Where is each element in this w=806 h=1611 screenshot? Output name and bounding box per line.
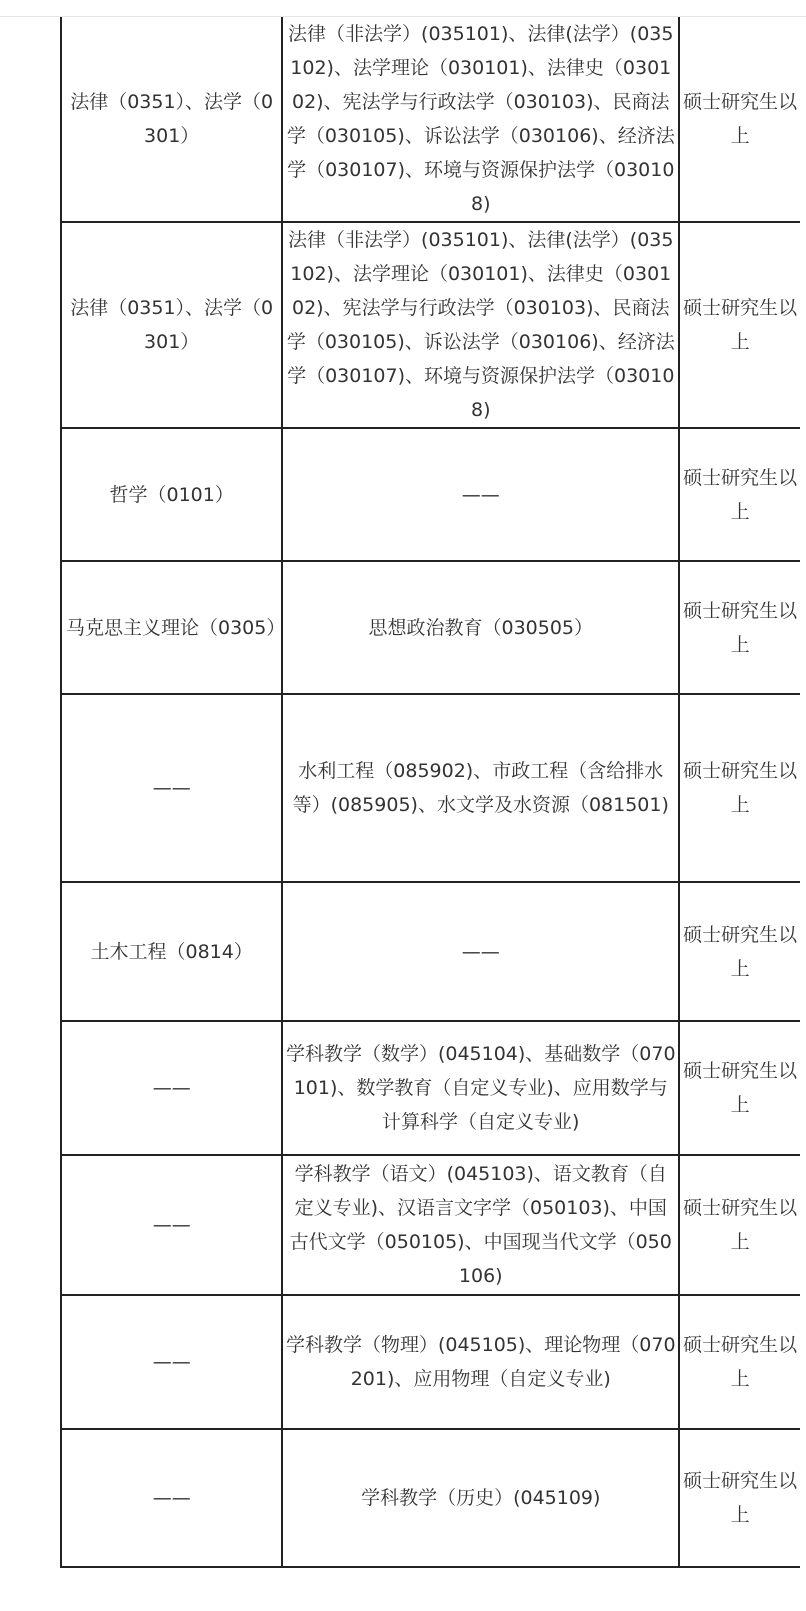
sub-major-cell: 学科教学（数学）(045104)、基础数学（070101)、数学教育（自定义专业)、应用数学与计算科学（自定义专业) — [282, 1021, 679, 1155]
education-cell: 硕士研究生以上 — [679, 428, 800, 561]
sub-major-cell: 法律（非法学）(035101)、法律(法学）(035102)、法学理论（030101)、法律史（030102)、宪法学与行政法学（030103)、民商法学（030105)、诉讼法学（030106)、经济法学（030107)、环境与资源保护法学（030108) — [282, 17, 679, 222]
major-cell: 法律（0351）、法学（0301） — [61, 17, 282, 222]
major-cell: 哲学（0101） — [61, 428, 282, 561]
table-row — [61, 1021, 800, 1155]
education-cell: 硕士研究生以上 — [679, 882, 800, 1021]
sub-major-cell: 思想政治教育（030505） — [282, 561, 679, 694]
major-cell: 马克思主义理论（0305） — [61, 561, 282, 694]
major-cell: —— — [61, 1021, 282, 1155]
major-requirements-table — [60, 17, 800, 1568]
table-row — [61, 222, 800, 428]
table-row — [61, 1295, 800, 1429]
major-cell: 土木工程（0814） — [61, 882, 282, 1021]
table-row — [61, 561, 800, 694]
education-cell: 硕士研究生以上 — [679, 1295, 800, 1429]
sub-major-cell: 学科教学（语文）(045103)、语文教育（自定义专业)、汉语言文字学（050103)、中国古代文学（050105)、中国现当代文学（050106) — [282, 1155, 679, 1295]
sub-major-cell: 学科教学（物理）(045105)、理论物理（070201)、应用物理（自定义专业) — [282, 1295, 679, 1429]
education-cell: 硕士研究生以上 — [679, 1429, 800, 1567]
sub-major-cell: 水利工程（085902)、市政工程（含给排水等）(085905)、水文学及水资源（081501) — [282, 694, 679, 882]
table-row — [61, 1429, 800, 1567]
table-row — [61, 1155, 800, 1295]
sub-major-cell: 法律（非法学）(035101)、法律(法学）(035102)、法学理论（030101)、法律史（030102)、宪法学与行政法学（030103)、民商法学（030105)、诉讼法学（030106)、经济法学（030107)、环境与资源保护法学（030108) — [282, 222, 679, 428]
major-cell: —— — [61, 694, 282, 882]
education-cell: 硕士研究生以上 — [679, 222, 800, 428]
major-cell: —— — [61, 1295, 282, 1429]
table-row — [61, 882, 800, 1021]
sub-major-cell: 学科教学（历史）(045109) — [282, 1429, 679, 1567]
table-row — [61, 694, 800, 882]
education-cell: 硕士研究生以上 — [679, 17, 800, 222]
sub-major-cell: —— — [282, 882, 679, 1021]
major-cell: —— — [61, 1429, 282, 1567]
education-cell: 硕士研究生以上 — [679, 561, 800, 694]
table-row — [61, 17, 800, 222]
sub-major-cell: —— — [282, 428, 679, 561]
education-cell: 硕士研究生以上 — [679, 694, 800, 882]
major-cell: 法律（0351）、法学（0301） — [61, 222, 282, 428]
education-cell: 硕士研究生以上 — [679, 1155, 800, 1295]
education-cell: 硕士研究生以上 — [679, 1021, 800, 1155]
table-row — [61, 428, 800, 561]
major-cell: —— — [61, 1155, 282, 1295]
